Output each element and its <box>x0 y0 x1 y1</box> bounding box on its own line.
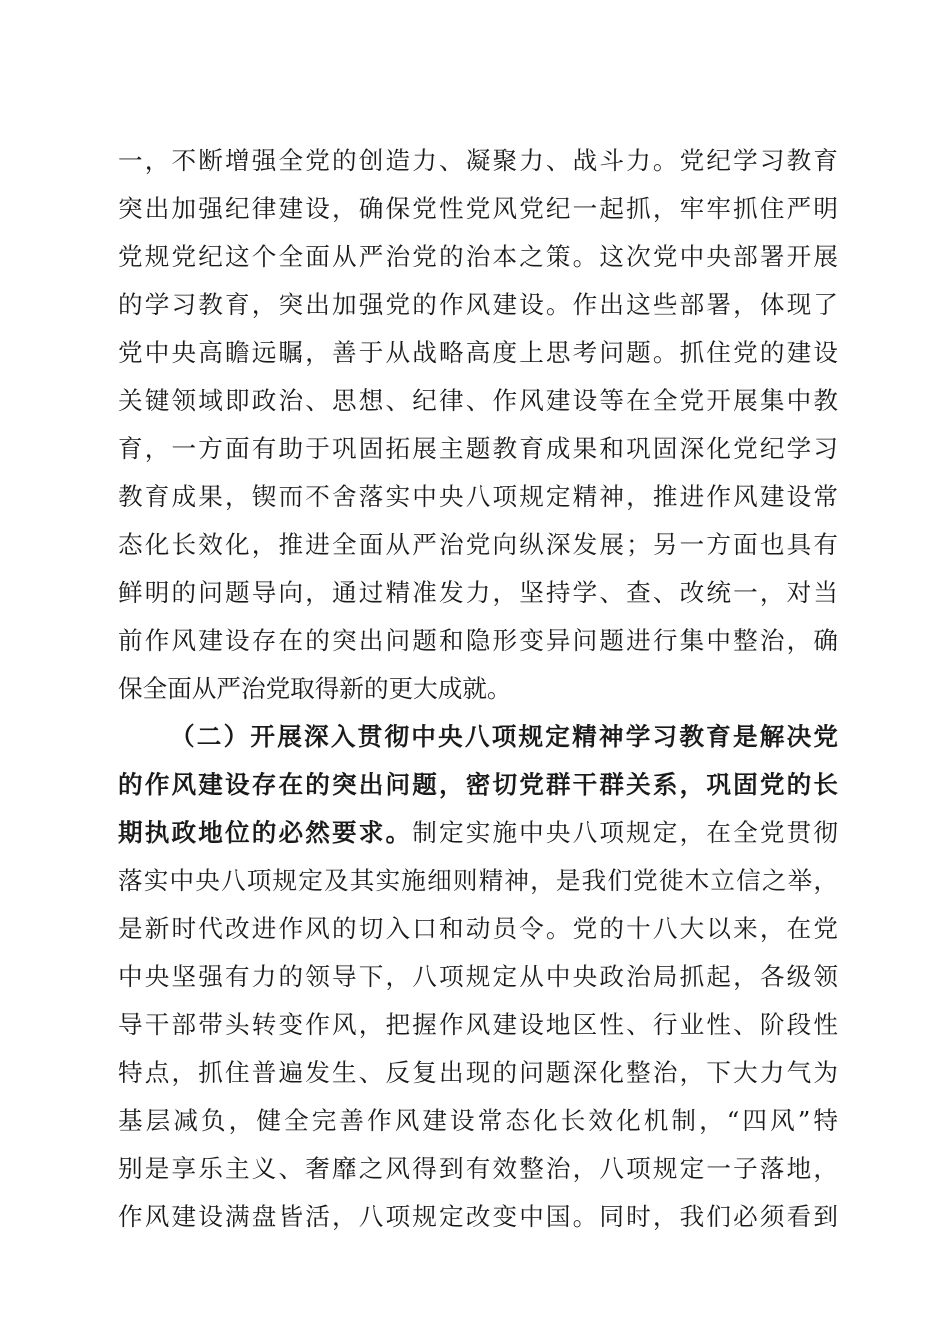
text-line: 基层减负，健全完善作风建设常态化长效化机制，“四风”特 <box>118 1106 838 1135</box>
text-line: 落实中央八项规定及其实施细则精神，是我们党徙木立信之举， <box>118 866 838 895</box>
text-line: 教育成果，锲而不舍落实中央八项规定精神，推进作风建设常 <box>118 482 838 511</box>
section-heading-line: （二）开展深入贯彻中央八项规定精神学习教育是解决党 <box>170 722 838 751</box>
mixed-line <box>118 818 838 848</box>
text-line-continuation: 制定实施中央八项规定，在全党贯彻 <box>412 818 838 847</box>
section-heading-line: 的作风建设存在的突出问题，密切党群干群关系，巩固党的长 <box>118 770 838 799</box>
section-heading-end: 期执政地位的必然要求。 <box>118 818 413 847</box>
text-line: 关键领域即政治、思想、纪律、作风建设等在全党开展集中教 <box>118 386 838 415</box>
text-line: 的学习教育，突出加强党的作风建设。作出这些部署，体现了 <box>118 290 838 319</box>
text-line: 突出加强纪律建设，确保党性党风党纪一起抓，牢牢抓住严明 <box>118 194 838 223</box>
text-line: 鲜明的问题导向，通过精准发力，坚持学、查、改统一，对当 <box>118 578 838 607</box>
text-line: 育，一方面有助于巩固拓展主题教育成果和巩固深化党纪学习 <box>118 434 838 463</box>
text-line: 党规党纪这个全面从严治党的治本之策。这次党中央部署开展 <box>118 242 838 271</box>
text-line: 一，不断增强全党的创造力、凝聚力、战斗力。党纪学习教育 <box>118 146 838 175</box>
text-line: 特点，抓住普遍发生、反复出现的问题深化整治，下大力气为 <box>118 1058 838 1087</box>
text-line: 态化长效化，推进全面从严治党向纵深发展；另一方面也具有 <box>118 530 838 559</box>
text-line-last: 保全面从严治党取得新的更大成就。 <box>118 674 512 703</box>
text-line: 中央坚强有力的领导下，八项规定从中央政治局抓起，各级领 <box>118 962 838 991</box>
text-line: 别是享乐主义、奢靡之风得到有效整治，八项规定一子落地， <box>118 1154 838 1183</box>
text-line: 是新时代改进作风的切入口和动员令。党的十八大以来，在党 <box>118 914 838 943</box>
text-line: 导干部带头转变作风，把握作风建设地区性、行业性、阶段性 <box>118 1010 838 1039</box>
text-line: 党中央高瞻远瞩，善于从战略高度上思考问题。抓住党的建设 <box>118 338 838 367</box>
text-line: 前作风建设存在的突出问题和隐形变异问题进行集中整治，确 <box>118 626 838 655</box>
text-line: 作风建设满盘皆活，八项规定改变中国。同时，我们必须看到 <box>118 1202 838 1231</box>
